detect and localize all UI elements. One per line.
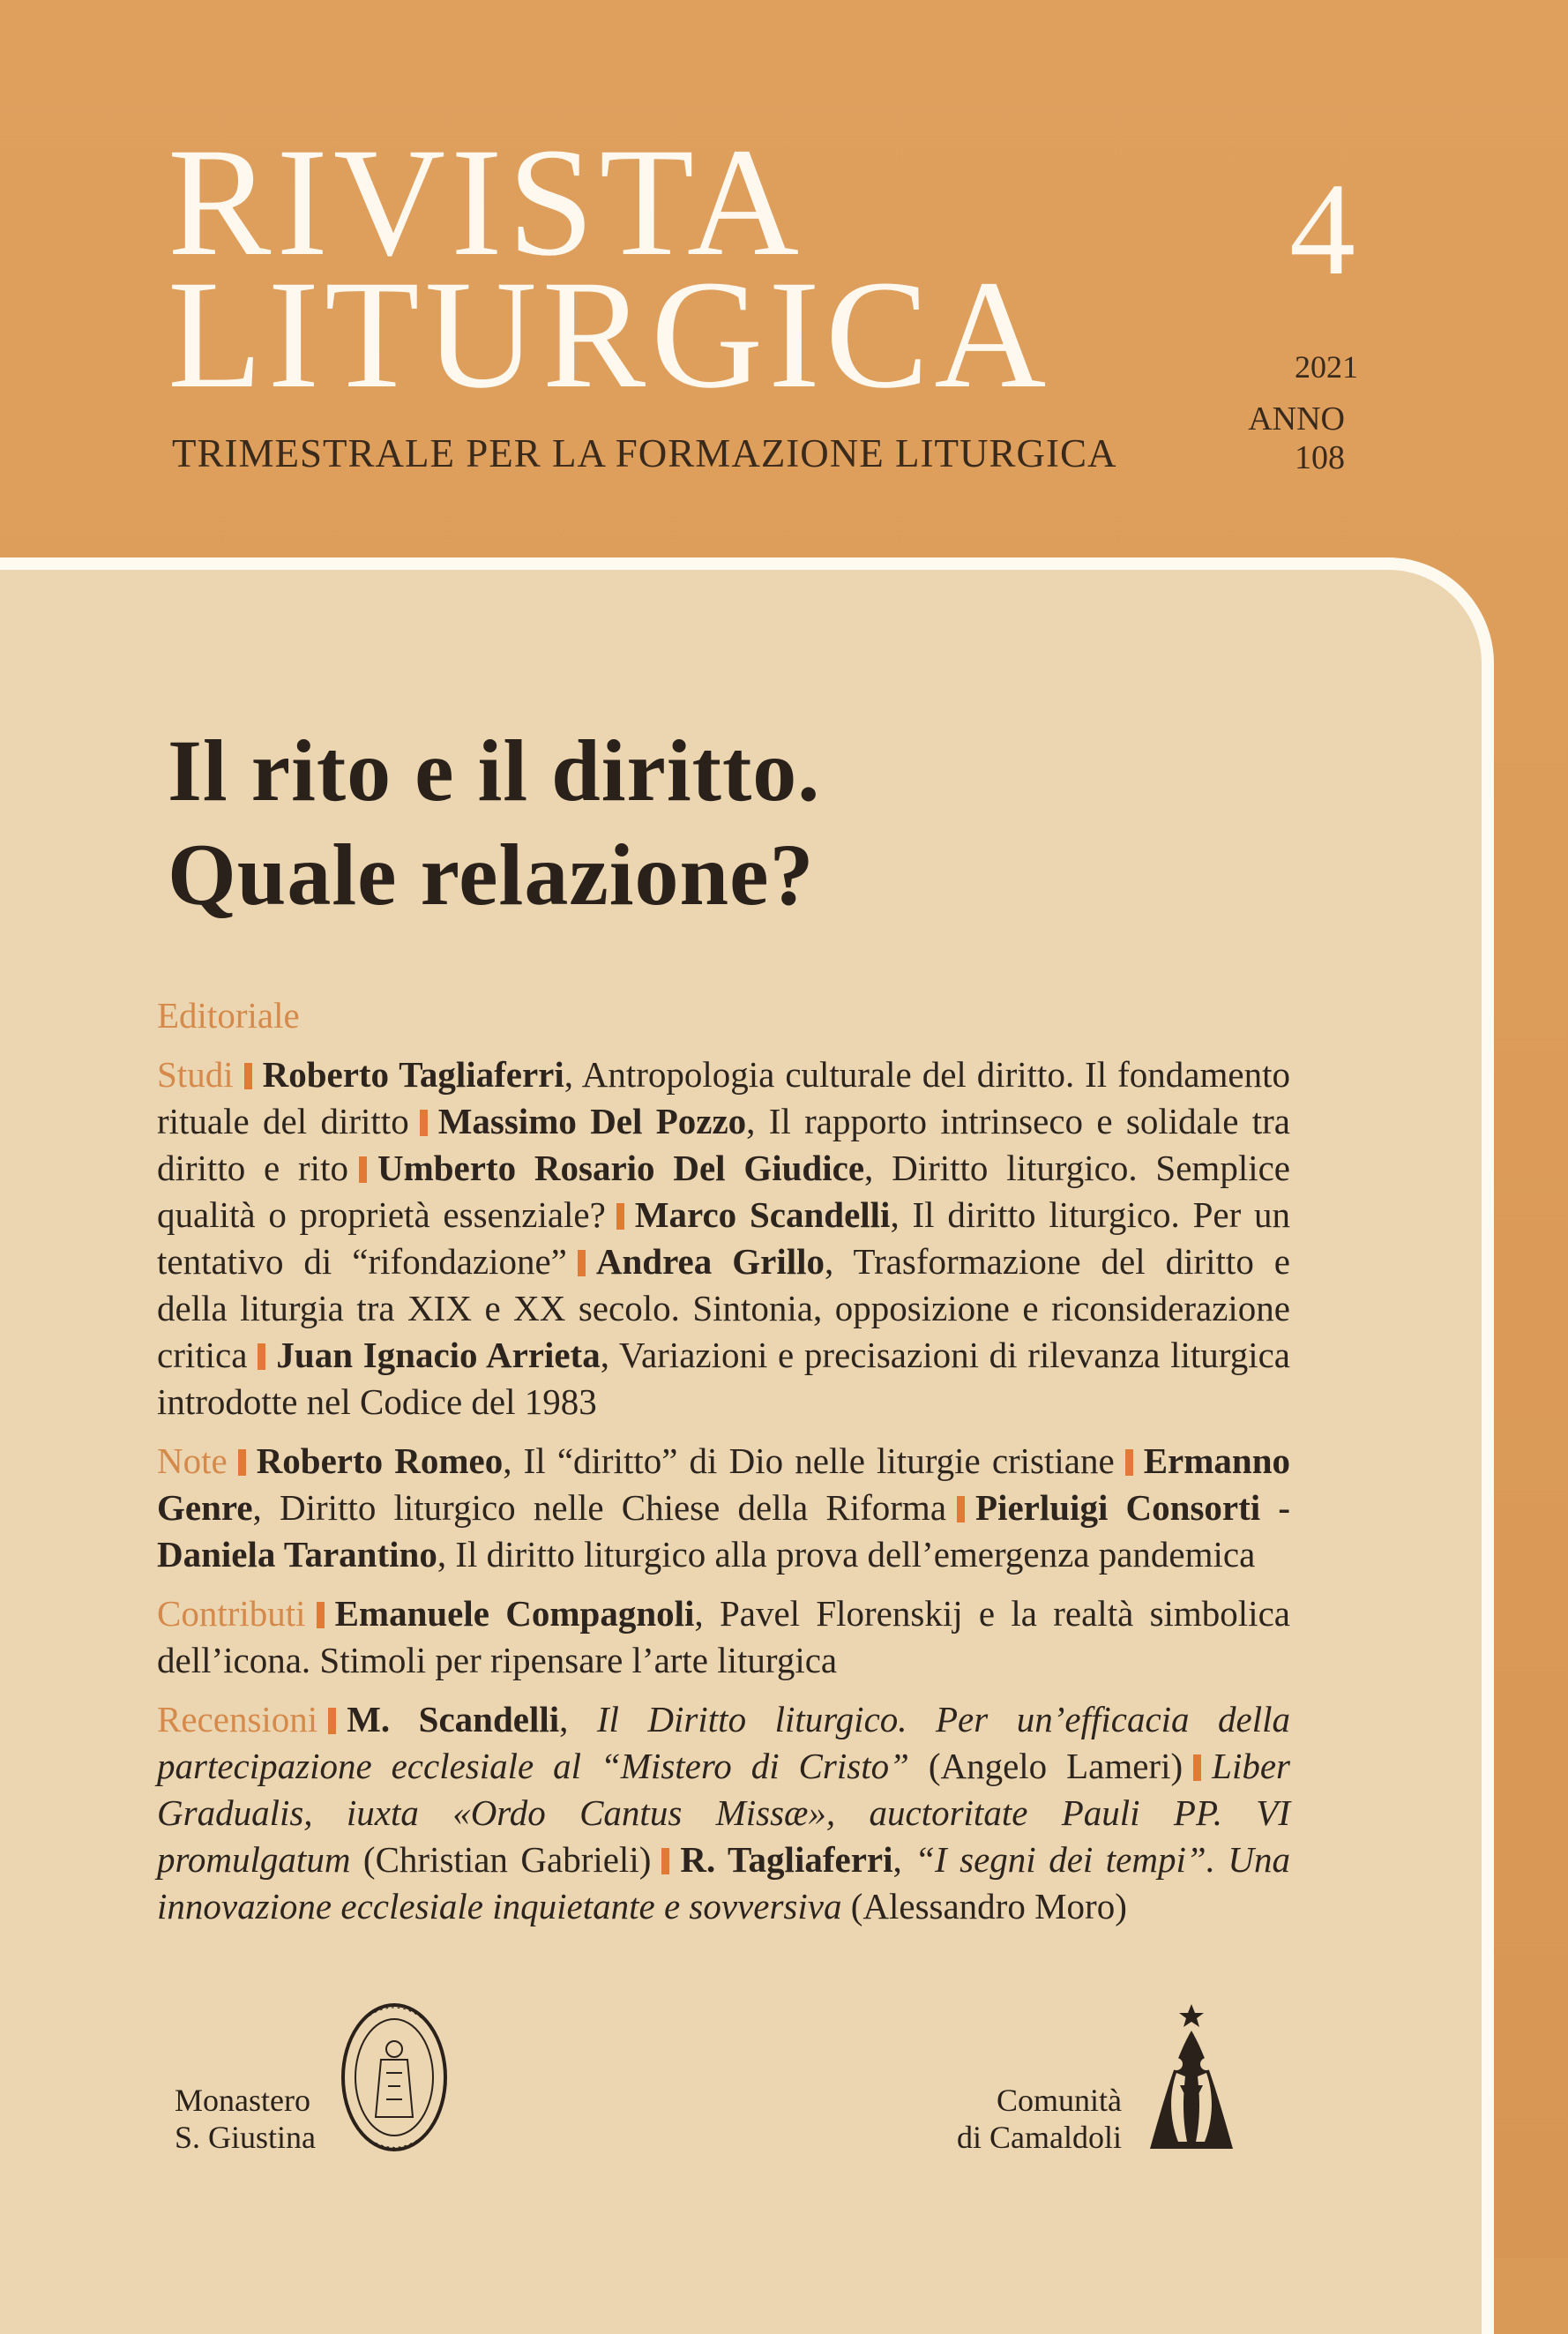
article-title: , Il diritto liturgico alla prova dell’emergenza pandemica xyxy=(437,1534,1256,1575)
toc-studi xyxy=(157,1051,1290,1425)
separator-bar xyxy=(244,1063,252,1089)
section-label-contributi: Contributi xyxy=(157,1593,306,1634)
author: Marco Scandelli xyxy=(634,1194,891,1235)
author: M. Scandelli xyxy=(347,1699,560,1739)
article-title: , Il “diritto” di Dio nelle liturgie cristiane xyxy=(503,1440,1115,1481)
camaldoli-emblem-icon xyxy=(1134,2001,1249,2155)
headline-line-2: Quale relazione? xyxy=(168,826,815,924)
publisher-left-line-1: Monastero xyxy=(175,2083,310,2118)
reviewer: (Angelo Lameri) xyxy=(908,1746,1183,1786)
masthead-subtitle: TRIMESTRALE PER LA FORMAZIONE LITURGICA xyxy=(172,431,1117,475)
publisher-camaldoli xyxy=(935,2082,1122,2156)
issue-year: 2021 xyxy=(1295,349,1358,385)
reviewer: (Christian Gabrieli) xyxy=(350,1839,652,1880)
separator-bar xyxy=(1125,1449,1133,1476)
review-separator: , xyxy=(559,1699,597,1739)
volume-anno xyxy=(1248,400,1345,477)
publisher-left-line-2: S. Giustina xyxy=(175,2120,317,2155)
author: Massimo Del Pozzo xyxy=(437,1101,747,1141)
issue-headline xyxy=(168,719,820,927)
separator-bar xyxy=(957,1496,965,1522)
masthead-title xyxy=(168,116,1052,421)
review-title: Liber Gradualis, iuxta «Ordo Cantus Missæ», auctoritate Pauli PP. VI promulgatum xyxy=(157,1746,1290,1880)
author: R. Tagliaferri xyxy=(680,1839,893,1880)
section-label-editoriale: Editoriale xyxy=(157,995,300,1036)
title-line-1: RIVISTA xyxy=(168,116,805,288)
table-of-contents xyxy=(157,992,1290,1942)
toc-contributi xyxy=(157,1590,1290,1684)
author: Emanuele Compagnoli xyxy=(334,1593,695,1634)
article-title: , Il diritto liturgico. Per un tentativo di “rifondazione” xyxy=(157,1194,1291,1282)
review-title: “I segni dei tempi”. Una innovazione ecclesiale inquietante e sovversiva xyxy=(157,1839,1290,1926)
separator-bar xyxy=(578,1250,586,1276)
author: Juan Ignacio Arrieta xyxy=(276,1335,601,1375)
author: Ermanno Genre xyxy=(157,1440,1291,1528)
separator-bar xyxy=(616,1203,624,1230)
article-title: , Diritto liturgico. Semplice qualità o proprietà essenziale? xyxy=(157,1148,1290,1235)
section-label-recensioni: Recensioni xyxy=(157,1699,318,1739)
section-label-note: Note xyxy=(157,1440,228,1481)
separator-bar xyxy=(317,1602,325,1628)
separator-bar xyxy=(661,1848,669,1874)
toc-note xyxy=(157,1438,1290,1578)
author: Pierluigi Consorti - Daniela Tarantino xyxy=(157,1487,1290,1575)
issue-number: 4 xyxy=(1289,156,1355,303)
separator-bar xyxy=(1193,1754,1201,1781)
anno-number: 108 xyxy=(1295,439,1345,476)
review-title: Il Diritto liturgico. Per un’efficacia della partecipazione ecclesiale al “Mistero di Cristo” xyxy=(157,1699,1291,1786)
headline-line-1: Il rito e il diritto. xyxy=(168,722,821,819)
separator-bar xyxy=(258,1343,265,1370)
separator-bar xyxy=(328,1708,336,1734)
publisher-santa-giustina xyxy=(175,2082,316,2156)
separator-bar xyxy=(420,1110,428,1136)
santa-giustina-seal-icon xyxy=(337,1998,452,2157)
separator-bar xyxy=(238,1449,246,1476)
anno-label: ANNO xyxy=(1248,400,1345,438)
section-label-studi: Studi xyxy=(157,1054,234,1095)
article-title: , Variazioni e precisazioni di rilevanza liturgica introdotte nel Codice del 1983 xyxy=(157,1335,1290,1422)
author: Roberto Tagliaferri xyxy=(262,1054,564,1095)
author: Umberto Rosario Del Giudice xyxy=(377,1148,865,1188)
title-line-2: LITURGICA xyxy=(168,249,1052,421)
author: Andrea Grillo xyxy=(595,1241,825,1282)
article-title: , Diritto liturgico nelle Chiese della Riforma xyxy=(252,1487,947,1528)
publisher-right-line-1: Comunità xyxy=(997,2083,1122,2118)
toc-recensioni xyxy=(157,1696,1290,1930)
toc-editoriale xyxy=(157,992,1290,1039)
article-title: , Il rapporto intrinseco e solidale tra diritto e rito xyxy=(157,1101,1291,1188)
publisher-right-line-2: di Camaldoli xyxy=(957,2120,1122,2155)
article-title: , Pavel Florenskij e la realtà simbolica dell’icona. Stimoli per ripensare l’arte liturgica xyxy=(157,1593,1290,1680)
author: Roberto Romeo xyxy=(256,1440,504,1481)
article-title: , Antropologia culturale del diritto. Il fondamento rituale del diritto xyxy=(157,1054,1290,1141)
separator-bar xyxy=(359,1156,367,1183)
reviewer: (Alessandro Moro) xyxy=(841,1886,1127,1926)
article-title: , Trasformazione del diritto e della liturgia tra XIX e XX secolo. Sintonia, opposizione e riconsiderazione critica xyxy=(157,1241,1290,1375)
review-separator: , xyxy=(892,1839,915,1880)
